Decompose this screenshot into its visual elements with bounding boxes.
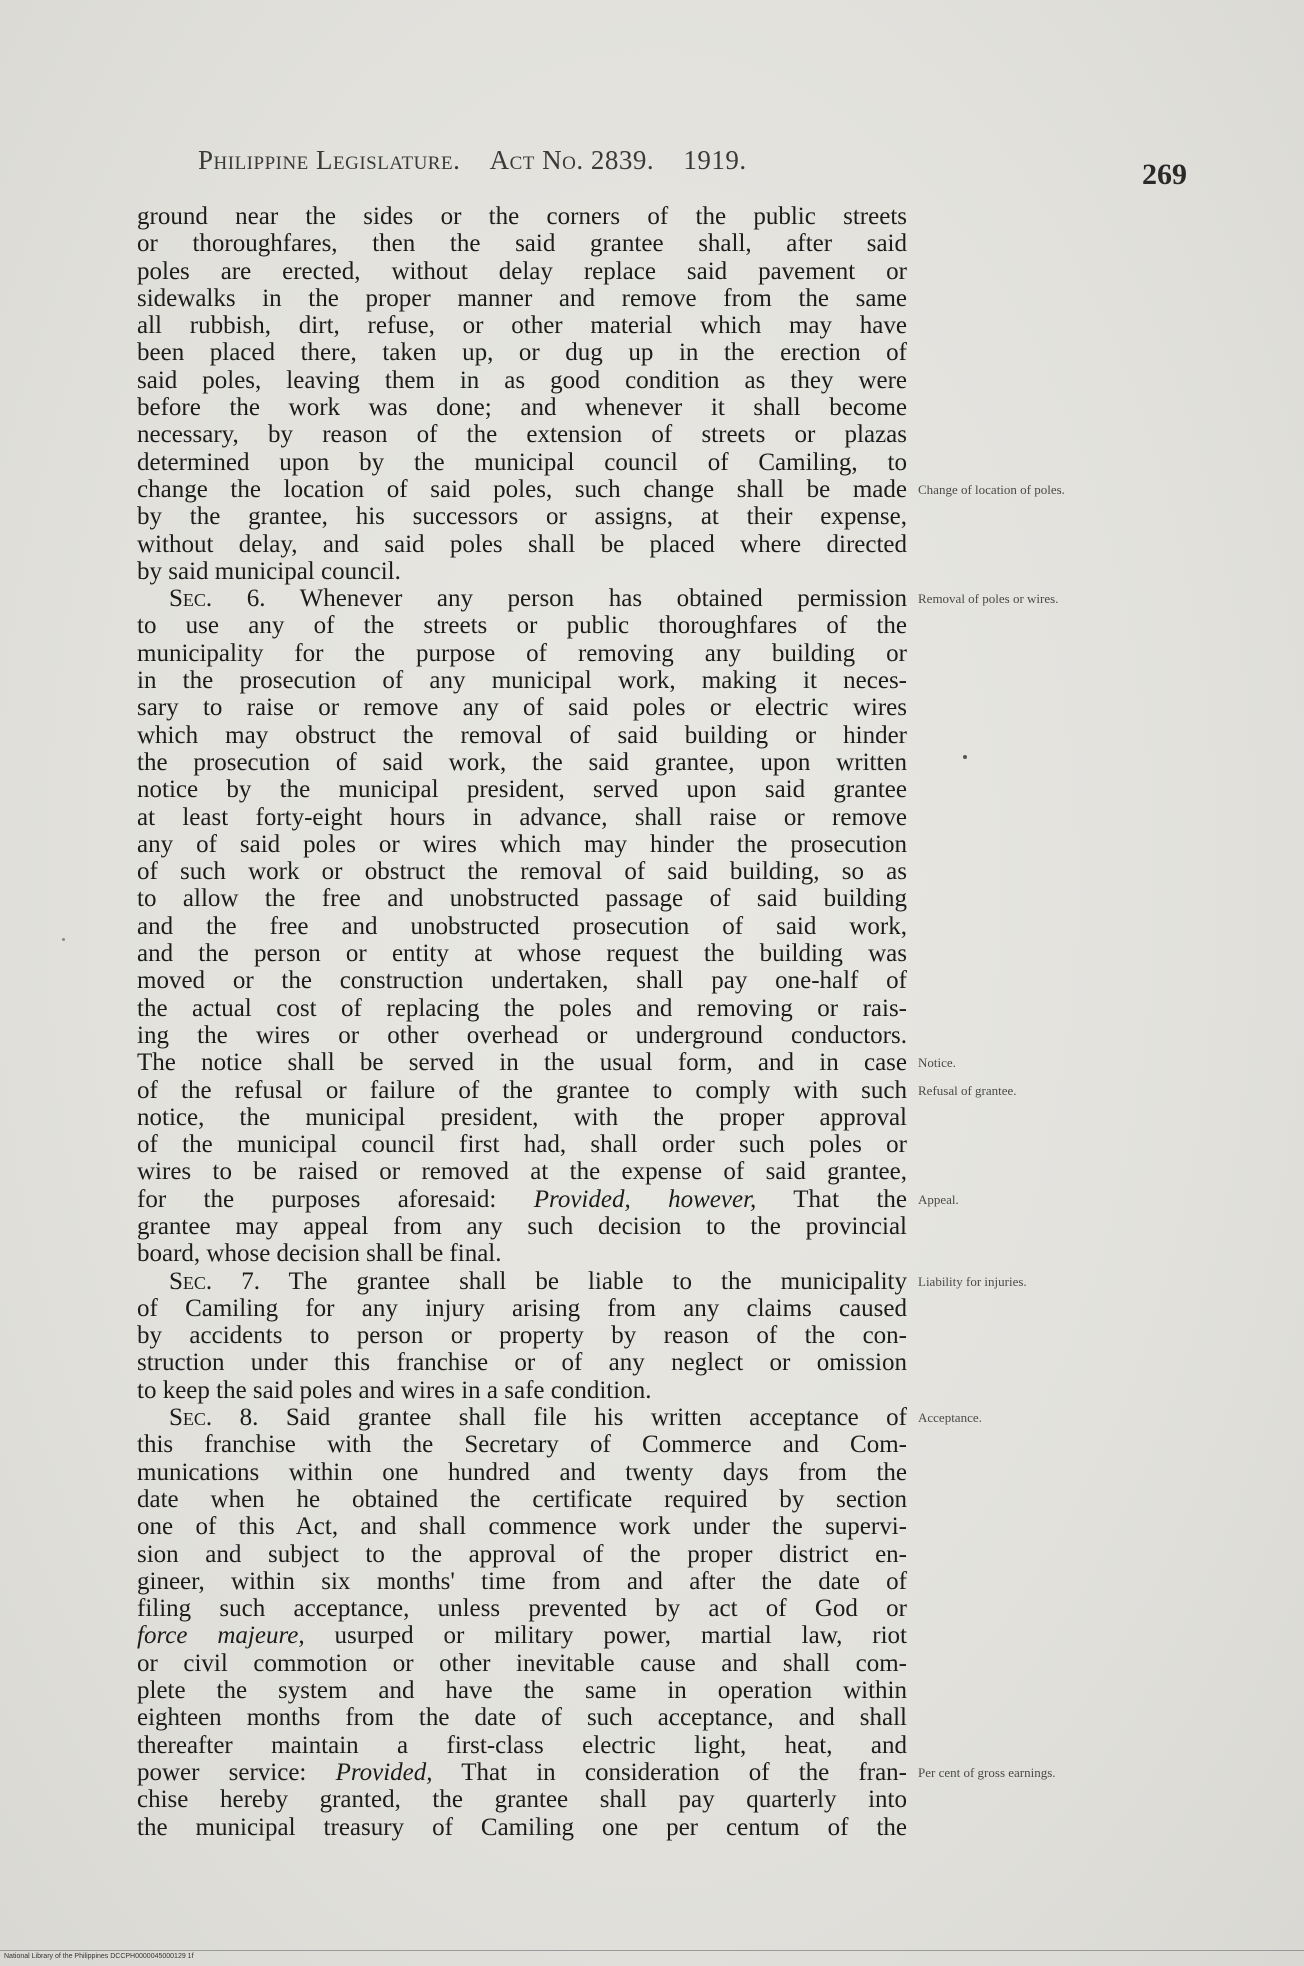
line-text: sary to raise or remove any of said poles or electric wires xyxy=(137,694,907,722)
line-text: Whenever any person has obtained permission xyxy=(265,585,908,613)
section-label: Sec. 8. xyxy=(169,1404,259,1432)
line-text: wires to be raised or removed at the expense of said grantee, xyxy=(137,1158,907,1186)
line-text: That in consideration of the fran- xyxy=(432,1758,907,1786)
body-line xyxy=(137,1486,907,1513)
body-line xyxy=(137,285,907,312)
body-line xyxy=(137,1213,907,1240)
body-line xyxy=(137,394,907,421)
scan-speck xyxy=(62,938,65,941)
body-line xyxy=(137,1104,907,1131)
body-line xyxy=(137,1541,907,1568)
line-text: any of said poles or wires which may hinder the prosecution xyxy=(137,830,907,858)
body-line xyxy=(137,1459,907,1486)
line-text: change the location of said poles, such change shall be made xyxy=(137,475,907,503)
marginal-note: Removal of poles or wires. xyxy=(918,591,1059,607)
body-line xyxy=(137,230,907,257)
body-line xyxy=(137,449,907,476)
line-text: struction under this franchise or of any neglect or omission xyxy=(137,1349,907,1377)
body-line xyxy=(137,749,907,776)
body-line xyxy=(137,831,907,858)
line-text: of the refusal or failure of the grantee to comply with such xyxy=(137,1076,907,1104)
act-number: Act No. 2839. xyxy=(489,145,655,175)
body-line xyxy=(137,1759,907,1786)
line-text: and the person or entity at whose request the building was xyxy=(137,940,907,968)
body-line xyxy=(137,1677,907,1704)
running-head xyxy=(198,145,1078,176)
body-line xyxy=(137,476,907,503)
marginal-note: Refusal of grantee. xyxy=(918,1082,1017,1098)
body-line xyxy=(137,558,907,585)
body-line xyxy=(137,667,907,694)
italic-phrase: force majeure, xyxy=(137,1622,305,1650)
line-text: determined upon by the municipal council of Camiling, to xyxy=(137,448,907,476)
line-text: necessary, by reason of the extension of streets or plazas xyxy=(137,421,907,449)
line-text: board, whose decision shall be final. xyxy=(137,1240,502,1268)
line-text: been placed there, taken up, or dug up in the erection of xyxy=(137,339,907,367)
line-text: and the free and unobstructed prosecution of said work, xyxy=(137,912,907,940)
body-line xyxy=(137,1431,907,1458)
body-text xyxy=(137,203,907,1841)
line-text: or civil commotion or other inevitable cause and shall com- xyxy=(137,1649,907,1677)
body-line xyxy=(137,1377,907,1404)
marginal-note: Appeal. xyxy=(918,1191,959,1207)
line-text: by said municipal council. xyxy=(137,557,401,585)
line-text: thereafter maintain a first-class electric light, heat, and xyxy=(137,1731,907,1759)
line-text: by the grantee, his successors or assigns, at their expense, xyxy=(137,503,907,531)
body-line xyxy=(137,1049,907,1076)
body-line xyxy=(137,1131,907,1158)
line-text: date when he obtained the certificate required by section xyxy=(137,1485,907,1513)
body-line xyxy=(137,1732,907,1759)
body-line xyxy=(137,312,907,339)
line-text: or thoroughfares, then the said grantee shall, after said xyxy=(137,230,907,258)
line-text: all rubbish, dirt, refuse, or other material which may have xyxy=(137,312,907,340)
line-text: without delay, and said poles shall be placed where directed xyxy=(137,530,907,558)
marginal-note: Per cent of gross earnings. xyxy=(918,1765,1056,1781)
body-line xyxy=(137,858,907,885)
year: 1919. xyxy=(683,145,747,175)
line-text: the municipal treasury of Camiling one per centum of the xyxy=(137,1813,907,1841)
body-line xyxy=(137,967,907,994)
line-text: said poles, leaving them in as good condition as they were xyxy=(137,366,907,394)
marginal-note: Notice. xyxy=(918,1055,956,1071)
body-line xyxy=(137,776,907,803)
body-line xyxy=(137,1622,907,1649)
body-line xyxy=(137,1814,907,1841)
line-text: notice, the municipal president, with the proper approval xyxy=(137,1103,907,1131)
body-line xyxy=(137,1268,907,1295)
body-line xyxy=(137,1240,907,1267)
line-text: this franchise with the Secretary of Commerce and Com- xyxy=(137,1431,907,1459)
line-text: Said grantee shall file his written acceptance of xyxy=(258,1404,908,1432)
body-line xyxy=(137,913,907,940)
line-text: which may obstruct the removal of said building or hinder xyxy=(137,721,907,749)
marginal-note: Change of location of poles. xyxy=(918,482,1065,497)
line-text: eighteen months from the date of such acceptance, and shall xyxy=(137,1704,907,1732)
line-text: The notice shall be served in the usual form, and in case xyxy=(137,1049,907,1077)
body-line xyxy=(137,612,907,639)
body-line xyxy=(137,203,907,230)
italic-phrase: Provided, however, xyxy=(533,1185,757,1213)
body-line xyxy=(137,585,907,612)
body-line xyxy=(137,940,907,967)
line-text: sidewalks in the proper manner and remove from the same xyxy=(137,284,907,312)
section-label: Sec. 6. xyxy=(169,585,266,613)
italic-phrase: Provided, xyxy=(335,1758,433,1786)
scan-speck xyxy=(963,755,967,759)
body-line xyxy=(137,258,907,285)
body-line xyxy=(137,804,907,831)
line-text: poles are erected, without delay replace said pavement or xyxy=(137,257,907,285)
line-text: ground near the sides or the corners of the public streets xyxy=(137,203,907,230)
body-line xyxy=(137,1158,907,1185)
body-line xyxy=(137,1595,907,1622)
publication-title: Philippine Legislature. xyxy=(198,145,461,175)
line-text: to use any of the streets or public thoroughfares of the xyxy=(137,612,907,640)
line-text: munications within one hundred and twenty days from the xyxy=(137,1458,907,1486)
line-text: to keep the said poles and wires in a safe condition. xyxy=(137,1376,652,1404)
line-text: gineer, within six months' time from and after the date of xyxy=(137,1567,907,1595)
body-line xyxy=(137,1077,907,1104)
line-text: moved or the construction undertaken, shall pay one-half of xyxy=(137,967,907,995)
line-text: of such work or obstruct the removal of said building, so as xyxy=(137,858,907,886)
body-line xyxy=(137,1295,907,1322)
line-text: by accidents to person or property by reason of the con- xyxy=(137,1322,907,1350)
body-line xyxy=(137,1704,907,1731)
line-text: ing the wires or other overhead or underground conductors. xyxy=(137,1021,907,1049)
line-text: one of this Act, and shall commence work under the supervi- xyxy=(137,1513,907,1541)
body-line xyxy=(137,885,907,912)
line-text: of the municipal council first had, shall order such poles or xyxy=(137,1131,907,1159)
marginal-note: Liability for injuries. xyxy=(918,1273,1027,1289)
body-line xyxy=(137,339,907,366)
body-line xyxy=(137,722,907,749)
line-text: of Camiling for any injury arising from any claims caused xyxy=(137,1294,907,1322)
line-text: sion and subject to the approval of the proper district en- xyxy=(137,1540,907,1568)
body-line xyxy=(137,995,907,1022)
line-text: before the work was done; and whenever it shall become xyxy=(137,394,907,422)
body-line xyxy=(137,640,907,667)
line-text: filing such acceptance, unless prevented by act of God or xyxy=(137,1595,907,1623)
body-line xyxy=(137,1786,907,1813)
body-line xyxy=(137,1568,907,1595)
line-text: usurped or military power, martial law, riot xyxy=(304,1622,908,1650)
line-text: for the purposes aforesaid: xyxy=(137,1185,534,1213)
footer-attribution: National Library of the Philippines DCCPH0000045000129 1f xyxy=(4,1953,194,1960)
line-text: municipality for the purpose of removing any building or xyxy=(137,639,907,667)
body-line xyxy=(137,531,907,558)
line-text: chise hereby granted, the grantee shall pay quarterly into xyxy=(137,1786,907,1814)
body-line xyxy=(137,1322,907,1349)
body-line xyxy=(137,1186,907,1213)
line-text: That the xyxy=(756,1185,908,1213)
line-text: in the prosecution of any municipal work, making it neces- xyxy=(137,667,907,695)
line-text: the prosecution of said work, the said grantee, upon written xyxy=(137,748,907,776)
body-line xyxy=(137,1349,907,1376)
line-text: plete the system and have the same in operation within xyxy=(137,1677,907,1705)
marginal-note: Acceptance. xyxy=(918,1410,982,1426)
body-line xyxy=(137,367,907,394)
line-text: notice by the municipal president, served upon said grantee xyxy=(137,776,907,804)
body-line xyxy=(137,1404,907,1431)
line-text: at least forty-eight hours in advance, shall raise or remove xyxy=(137,803,907,831)
body-line xyxy=(137,421,907,448)
body-line xyxy=(137,1513,907,1540)
line-text: grantee may appeal from any such decision to the provincial xyxy=(137,1212,907,1240)
body-line xyxy=(137,1650,907,1677)
body-line xyxy=(137,503,907,530)
page-number: 269 xyxy=(1142,158,1187,191)
line-text: the actual cost of replacing the poles and removing or rais- xyxy=(137,994,907,1022)
line-text: power service: xyxy=(137,1758,336,1786)
section-label: Sec. 7. xyxy=(169,1267,260,1295)
line-text: to allow the free and unobstructed passage of said building xyxy=(137,885,907,913)
body-line xyxy=(137,1022,907,1049)
line-text: The grantee shall be liable to the municipality xyxy=(259,1267,907,1295)
footer-rule xyxy=(0,1950,1304,1951)
body-line xyxy=(137,694,907,721)
